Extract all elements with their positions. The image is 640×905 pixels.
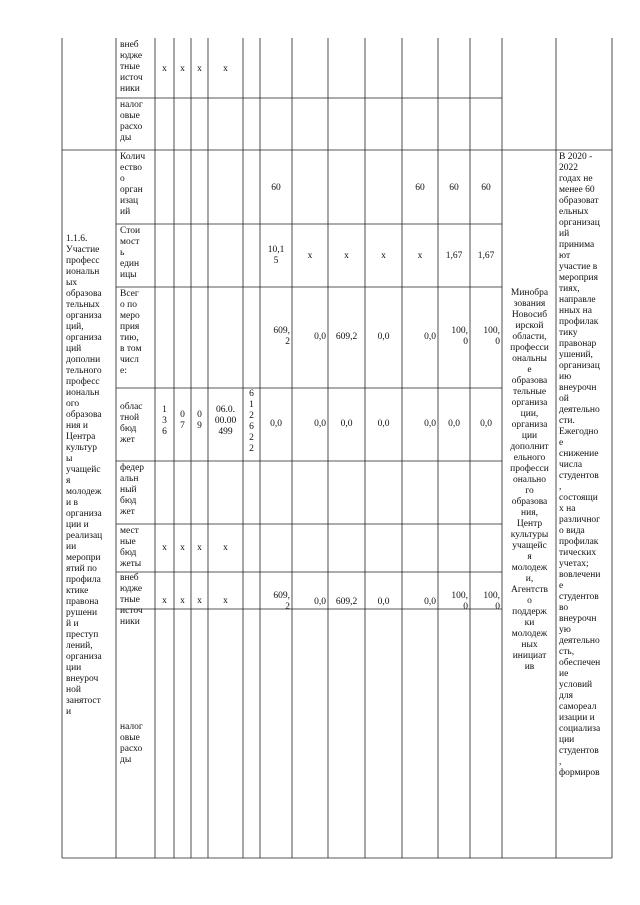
quantity-2022: 60 bbox=[481, 183, 491, 193]
mark-cell: х bbox=[381, 251, 386, 261]
total-v6: 100, 0 bbox=[451, 326, 468, 347]
unit-cost-total: 10,1 5 bbox=[267, 245, 285, 266]
mark-cell: х bbox=[180, 596, 185, 606]
mark-cell: х bbox=[344, 251, 349, 261]
total-v4: 0,0 bbox=[377, 332, 390, 342]
code-grbs: 1 3 6 bbox=[162, 405, 167, 437]
mark-cell: х bbox=[223, 543, 228, 553]
event-executor: Минобра зования Новосиб ирской области, професси ональны е образова тельные организа ции, организа ции дополнит ельного професси онально го образова ния, Центр культуры учащейс я молодеж и, Агентств о поддерж ки молодеж ных инициат ив bbox=[510, 288, 549, 672]
label-regional: облас тной бюд жет bbox=[120, 402, 143, 445]
quantity-2020: 60 bbox=[415, 183, 425, 193]
extra-v3: 609,2 bbox=[335, 597, 358, 607]
mark-cell: х bbox=[162, 596, 167, 606]
label-tax-top: налог овые расхо ды bbox=[120, 100, 143, 143]
regional-v6: 0,0 bbox=[448, 419, 460, 429]
mark-cell: х bbox=[162, 543, 167, 553]
mark-cell: х bbox=[197, 543, 202, 553]
regional-v1: 0,0 bbox=[270, 419, 282, 429]
mark-cell: х bbox=[197, 596, 202, 606]
extra-v2: 0,0 bbox=[314, 597, 326, 607]
mark-cell: х bbox=[162, 64, 167, 74]
regional-v7: 0,0 bbox=[480, 419, 492, 429]
code-target: 06.0. 00.00 499 bbox=[214, 405, 237, 437]
label-local: мест ные бюд жеты bbox=[120, 526, 142, 569]
label-extrabudget: внеб юдже тные источ ники bbox=[120, 573, 143, 627]
label-federal: федер альн ный бюд жет bbox=[120, 463, 145, 517]
mark-cell: х bbox=[223, 64, 228, 74]
total-v1: 609, 2 bbox=[273, 326, 290, 347]
event-title: 1.1.6. Участие професс иональн ых образова тельных организа ций, организа ций дополни тельного професс иональн ого образова ния и Центра культур ы учащейс я молодеж и в организа ции и реализац ии меропри ятий по профила ктике правона рушени й и преступ лений, организа ции внеуроч ной занятост и bbox=[66, 234, 103, 717]
mark-cell: х bbox=[197, 64, 202, 74]
label-extrabudget-top: внеб юдже тные источ ники bbox=[120, 40, 143, 94]
label-unit-cost: Стои мост ь един ицы bbox=[120, 226, 141, 280]
mark-cell: х bbox=[180, 543, 185, 553]
label-tax: налог овые расхо ды bbox=[120, 722, 143, 765]
regional-v4: 0,0 bbox=[377, 419, 390, 429]
mark-cell: х bbox=[417, 251, 423, 261]
code-type: 6 1 2 6 2 2 bbox=[249, 389, 254, 454]
unit-cost-2021: 1,67 bbox=[445, 251, 463, 261]
total-v7: 100, 0 bbox=[483, 326, 500, 347]
quantity-total: 60 bbox=[271, 183, 281, 193]
label-quantity: Колич ество о орган изац ий bbox=[120, 152, 146, 217]
code-section: 0 7 bbox=[180, 410, 185, 431]
extra-v5: 0,0 bbox=[424, 597, 436, 607]
total-v5: 0,0 bbox=[424, 332, 436, 342]
extra-v7: 100, 0 bbox=[483, 591, 500, 612]
total-v3: 609,2 bbox=[335, 332, 358, 342]
mark-cell: х bbox=[307, 251, 313, 261]
quantity-2021: 60 bbox=[449, 183, 459, 193]
extra-v1: 609, 2 bbox=[273, 591, 290, 612]
extra-v6: 100, 0 bbox=[451, 591, 468, 612]
label-total: Всег о по меро прия тию, в том числ е: bbox=[120, 289, 142, 376]
mark-cell: х bbox=[180, 64, 185, 74]
total-v2: 0,0 bbox=[314, 332, 326, 342]
code-subsection: 0 9 bbox=[197, 410, 202, 431]
extra-v4: 0,0 bbox=[377, 597, 390, 607]
unit-cost-2022: 1,67 bbox=[477, 251, 495, 261]
regional-v5: 0,0 bbox=[424, 419, 436, 429]
regional-v2: 0,0 bbox=[314, 419, 326, 429]
regional-v3: 0,0 bbox=[340, 419, 353, 429]
event-result: В 2020 - 2022 годах не менее 60 образоват ельных организац ий принима ют участие в мероприя тиях, направле нных на профилак тику правонар ушений, организац ию внеурочн ой деятельно сти. Ежегодно е снижение числа студентов , состоящи х на различног о вида профилак тических учетах; вовлечени е студентов во внеурочн ую деятельно сть, обеспечен ие условий для самореал изации и социализа ции студентов , формиров bbox=[559, 152, 601, 778]
mark-cell: х bbox=[223, 596, 228, 606]
